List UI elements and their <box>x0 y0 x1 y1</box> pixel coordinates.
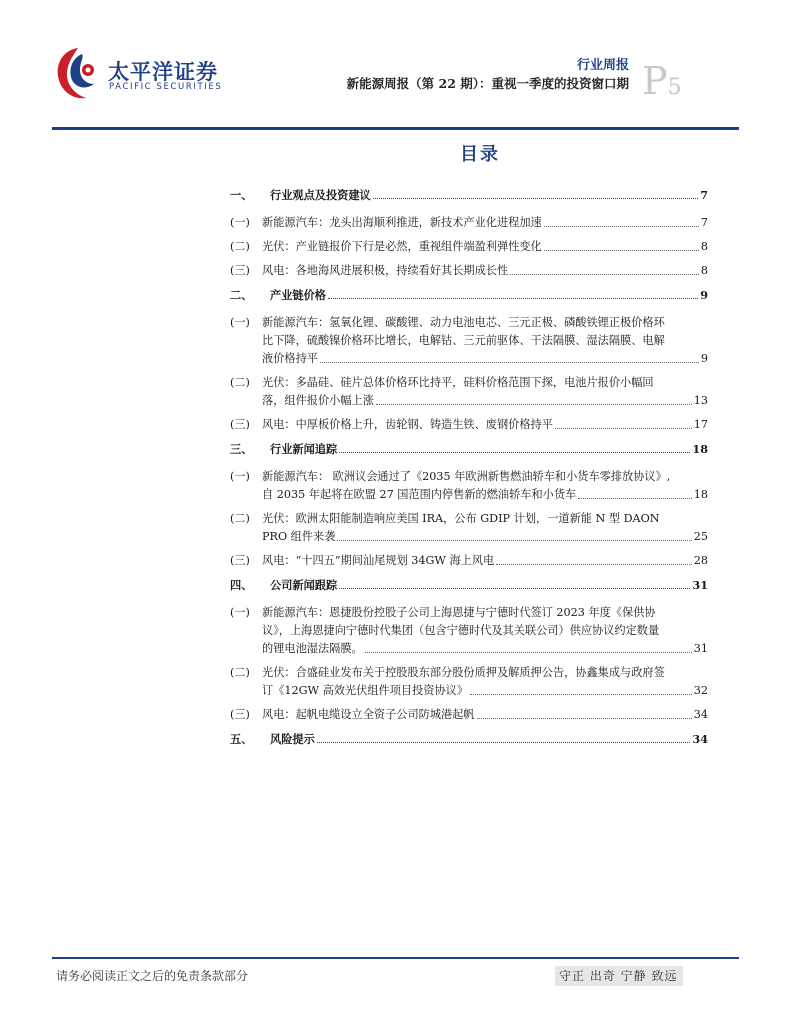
toc-page-number: 17 <box>693 418 708 431</box>
toc-page-number: 31 <box>693 642 708 655</box>
footer-disclaimer: 请务必阅读正文之后的免责条款部分 <box>56 969 249 983</box>
toc-page-number: 18 <box>692 442 708 456</box>
footer-motto: 守正 出奇 宁静 致远 <box>555 966 683 986</box>
toc-dot-leader <box>320 362 699 363</box>
table-of-contents <box>230 186 708 758</box>
toc-entry-number: 五、 <box>230 732 253 746</box>
page-header <box>0 0 791 132</box>
toc-subsection-link[interactable] <box>230 510 708 546</box>
toc-dot-leader <box>365 652 692 653</box>
toc-dot-leader <box>555 428 692 429</box>
page-letter: P <box>642 59 668 103</box>
toc-dot-leader <box>578 498 692 499</box>
toc-dot-leader <box>339 452 690 453</box>
toc-dot-leader <box>376 404 692 405</box>
page-number-mark <box>642 59 682 103</box>
toc-dot-leader <box>496 564 692 565</box>
toc-entry-number: (一) <box>230 470 250 483</box>
toc-dot-leader <box>510 274 699 275</box>
toc-entry-text: 风电：各地海风进展积极，持续看好其长期成长性 <box>262 264 509 277</box>
toc-page-number: 31 <box>692 578 708 592</box>
toc-entry-text: 自 2035 年起将在欧盟 27 国范围内停售新的燃油轿车和小货车 <box>262 488 577 501</box>
toc-subsection-link[interactable] <box>230 262 708 280</box>
toc-entry-number: (一) <box>230 316 250 329</box>
toc-page-number: 13 <box>693 394 708 407</box>
toc-entry-text: 行业观点及投资建议 <box>270 188 371 202</box>
toc-subsection-link[interactable] <box>230 214 708 232</box>
toc-section-link[interactable] <box>230 730 708 748</box>
toc-subsection-link[interactable] <box>230 468 708 504</box>
toc-page-number: 7 <box>700 188 708 202</box>
toc-page-number: 32 <box>693 684 708 697</box>
logo-mark-icon <box>52 44 104 104</box>
toc-subsection-link[interactable] <box>230 238 708 256</box>
toc-entry-number: (三) <box>230 264 250 277</box>
toc-dot-leader <box>544 250 699 251</box>
toc-page-number: 34 <box>693 708 708 721</box>
toc-entry-text: 液价格持平 <box>262 352 318 365</box>
toc-entry-number: 一、 <box>230 188 253 202</box>
toc-page-number: 9 <box>700 288 708 302</box>
toc-entry-number: (三) <box>230 554 250 567</box>
toc-entry-text: 新能源汽车：龙头出海顺利推进，新技术产业化进程加速 <box>262 216 542 229</box>
toc-page-number: 34 <box>692 732 708 746</box>
toc-entry-text: 风险提示 <box>270 732 315 746</box>
toc-page-number: 18 <box>693 488 708 501</box>
toc-entry-text: 风电：“十四五”期间汕尾规划 34GW 海上风电 <box>262 554 495 567</box>
report-type: 行业周报 <box>576 58 629 73</box>
toc-dot-leader <box>317 742 691 743</box>
pacific-securities-logo <box>52 44 262 104</box>
toc-subsection-link[interactable] <box>230 314 708 368</box>
toc-page-number: 25 <box>693 530 708 543</box>
toc-page-number: 7 <box>700 216 708 229</box>
toc-section-link[interactable] <box>230 576 708 594</box>
brand-name-en: PACIFIC SECURITIES <box>109 82 223 92</box>
toc-page-number: 28 <box>693 554 708 567</box>
toc-subsection-link[interactable] <box>230 706 708 724</box>
toc-title: 目录 <box>460 144 500 165</box>
toc-subsection-link[interactable] <box>230 604 708 658</box>
toc-entry-number: 三、 <box>230 442 253 456</box>
toc-dot-leader <box>544 226 699 227</box>
toc-entry-text: 风电：中厚板价格上升，齿轮钢、铸造生铁、废钢价格持平 <box>262 418 553 431</box>
brand-name-cn: 太平洋证券 <box>108 60 218 84</box>
toc-entry-text: PRO 组件来袭 <box>262 530 336 543</box>
toc-page-number: 9 <box>700 352 708 365</box>
toc-subsection-link[interactable] <box>230 374 708 410</box>
toc-section-link[interactable] <box>230 286 708 304</box>
toc-entry-text: 新能源汽车：氢氧化锂、碳酸锂、动力电池电芯、三元正极、磷酸铁锂正极价格环 <box>262 316 665 329</box>
toc-entry-text: 风电：起帆电缆设立全资子公司防城港起帆 <box>262 708 475 721</box>
toc-page-number: 8 <box>700 264 708 277</box>
toc-entry-number: (二) <box>230 240 250 253</box>
toc-entry-text: 比下降，硫酸镍价格环比增长，电解钴、三元前驱体、干法隔膜、湿法隔膜、电解 <box>262 334 665 347</box>
toc-entry-text: 的锂电池湿法隔膜。 <box>262 642 363 655</box>
toc-entry-text: 落，组件报价小幅上涨 <box>262 394 374 407</box>
toc-entry-text: 光伏：产业链报价下行是必然，重视组件端盈利弹性变化 <box>262 240 542 253</box>
toc-subsection-link[interactable] <box>230 552 708 570</box>
page-number: 5 <box>667 75 682 100</box>
toc-entry-text: 光伏：多晶硅、硅片总体价格环比持平，硅料价格范围下探，电池片报价小幅回 <box>262 376 654 389</box>
toc-entry-text: 光伏：合盛硅业发布关于控股股东部分股份质押及解质押公告，协鑫集成与政府签 <box>262 666 665 679</box>
toc-entry-text: 产业链价格 <box>270 288 326 302</box>
toc-entry-text: 公司新闻跟踪 <box>270 578 338 592</box>
toc-entry-text: 新能源汽车： 欧洲议会通过了《2035 年欧洲新售燃油轿车和小货车零排放协议》, <box>262 470 671 483</box>
toc-page-number: 8 <box>700 240 708 253</box>
toc-subsection-link[interactable] <box>230 664 708 700</box>
toc-entry-number: (一) <box>230 606 250 619</box>
toc-entry-number: (二) <box>230 666 250 679</box>
toc-entry-number: (一) <box>230 216 250 229</box>
toc-entry-text: 订《12GW 高效光伏组件项目投资协议》 <box>262 684 469 697</box>
report-title: 新能源周报（第 22 期）：重视一季度的投资窗口期 <box>346 76 629 91</box>
toc-entry-text: 光伏：欧洲太阳能制造响应美国 IRA，公布 GDIP 计划，一道新能 N 型 DAON <box>262 512 660 525</box>
toc-dot-leader <box>373 198 699 199</box>
toc-entry-number: 四、 <box>230 578 253 592</box>
footer-divider <box>52 957 739 959</box>
header-divider <box>52 127 739 130</box>
toc-dot-leader <box>470 694 692 695</box>
toc-dot-leader <box>328 298 698 299</box>
toc-entry-number: 二、 <box>230 288 253 302</box>
toc-entry-text: 行业新闻追踪 <box>270 442 338 456</box>
toc-dot-leader <box>477 718 692 719</box>
toc-dot-leader <box>337 540 691 541</box>
toc-section-link[interactable] <box>230 440 708 458</box>
toc-entry-number: (二) <box>230 512 250 525</box>
toc-subsection-link[interactable] <box>230 416 708 434</box>
toc-entry-text: 议》，上海恩捷向宁德时代集团（包含宁德时代及其关联公司）供应协议约定数量 <box>262 624 660 637</box>
toc-section-link[interactable] <box>230 186 708 204</box>
toc-dot-leader <box>339 588 690 589</box>
toc-entry-number: (三) <box>230 708 250 721</box>
toc-entry-number: (二) <box>230 376 250 389</box>
toc-entry-text: 新能源汽车：恩捷股份控股子公司上海恩捷与宁德时代签订 2023 年度《保供协 <box>262 606 656 619</box>
toc-entry-number: (三) <box>230 418 250 431</box>
